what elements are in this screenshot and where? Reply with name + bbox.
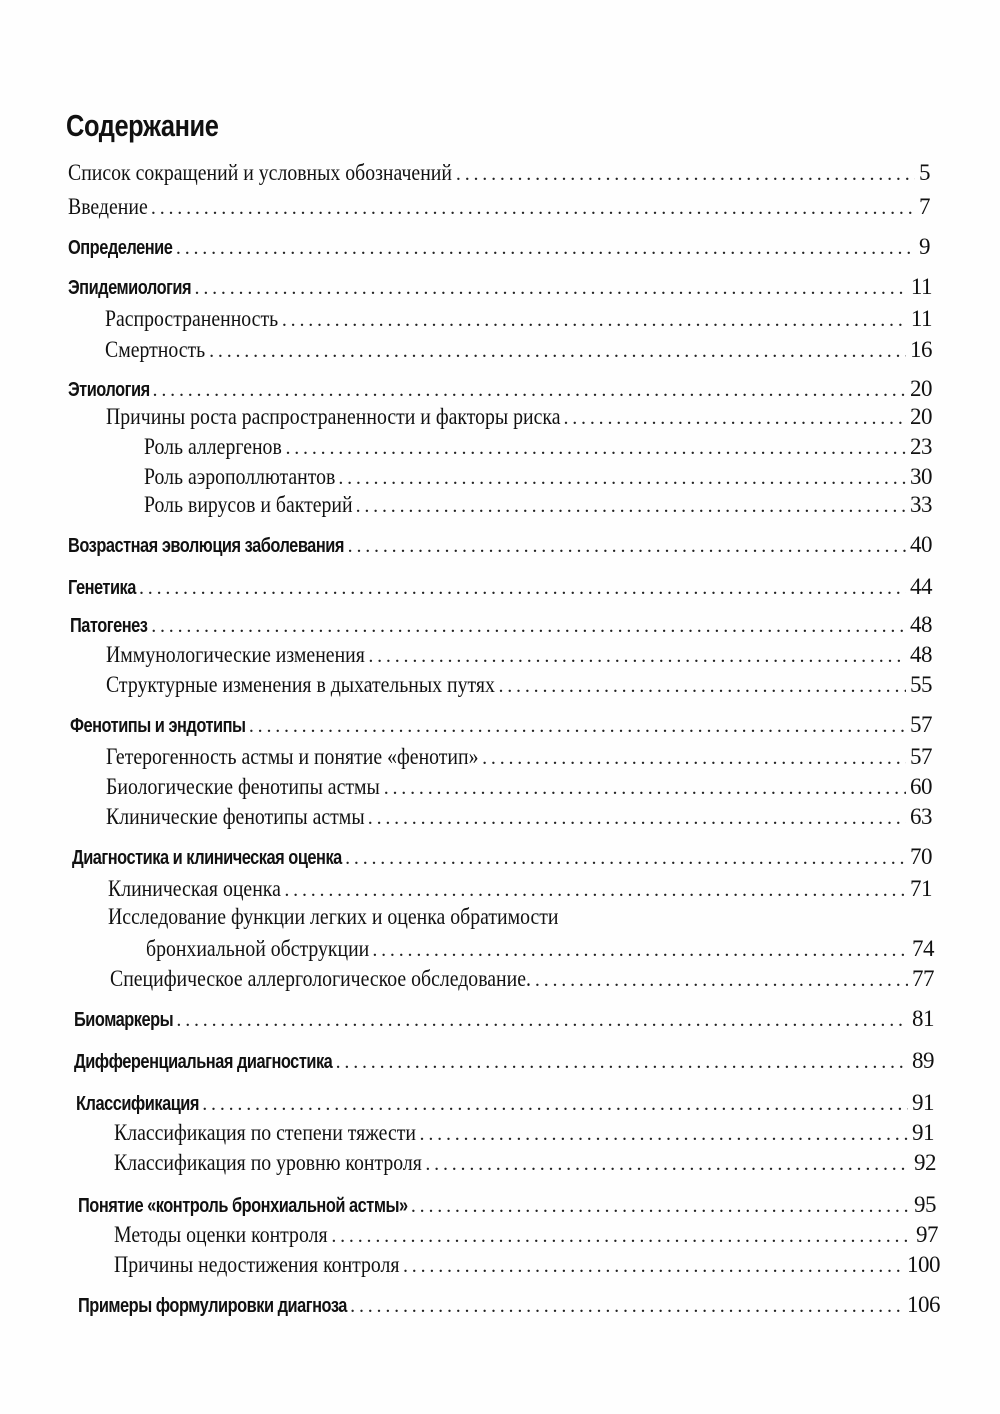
toc-entry-label-line1[interactable] bbox=[108, 902, 632, 932]
toc-entry-page: 106 bbox=[907, 1292, 940, 1317]
toc-entry-page: 7 bbox=[919, 194, 930, 219]
toc-entry[interactable] bbox=[144, 432, 932, 463]
toc-entry[interactable] bbox=[114, 1250, 940, 1281]
toc-entry-label: Патогенез bbox=[70, 615, 148, 637]
toc-entry[interactable] bbox=[110, 964, 934, 995]
dot-leader bbox=[202, 1089, 908, 1119]
dot-leader bbox=[331, 1221, 912, 1251]
toc-entry[interactable] bbox=[74, 1004, 934, 1035]
dot-leader bbox=[338, 463, 906, 493]
toc-entry-label: Классификация по уровню контроля bbox=[114, 1150, 422, 1175]
toc-entry-label: Методы оценки контроля bbox=[114, 1222, 328, 1247]
dot-leader bbox=[425, 1149, 910, 1179]
toc-entry[interactable] bbox=[68, 530, 932, 561]
toc-entry[interactable] bbox=[144, 490, 932, 521]
dot-leader bbox=[420, 1119, 908, 1149]
dot-leader bbox=[563, 403, 906, 433]
toc-entry[interactable] bbox=[76, 1088, 934, 1119]
toc-entry[interactable] bbox=[68, 158, 930, 189]
toc-entry-label: Определение bbox=[68, 237, 173, 259]
toc-entry[interactable] bbox=[70, 610, 932, 641]
toc-entry-label: Дифференциальная диагностика bbox=[74, 1051, 333, 1073]
dot-leader bbox=[411, 1191, 910, 1221]
toc-entry-page: 48 bbox=[910, 612, 932, 637]
toc-entry-page: 97 bbox=[916, 1222, 938, 1247]
toc-entry[interactable] bbox=[106, 742, 932, 773]
toc-entry[interactable] bbox=[114, 1118, 934, 1149]
toc-entry-label: Введение bbox=[68, 194, 148, 219]
dot-leader bbox=[368, 803, 906, 833]
dot-leader bbox=[249, 711, 906, 741]
toc-entry-page: 60 bbox=[910, 774, 932, 799]
dot-leader bbox=[350, 1291, 903, 1321]
toc-entry-label: Роль вирусов и бактерий bbox=[144, 492, 353, 517]
toc-entry-page: 89 bbox=[912, 1048, 934, 1073]
toc-entry[interactable] bbox=[108, 874, 932, 905]
toc-entry-label: Генетика bbox=[68, 577, 136, 599]
toc-entry[interactable] bbox=[106, 772, 932, 803]
dot-leader bbox=[368, 641, 906, 671]
dot-leader bbox=[456, 159, 915, 189]
dot-leader bbox=[372, 935, 908, 965]
toc-entry-page: 44 bbox=[910, 574, 932, 599]
toc-entry[interactable] bbox=[78, 1290, 940, 1321]
toc-entry-page: 5 bbox=[919, 160, 930, 185]
toc-entry-page: 57 bbox=[910, 744, 932, 769]
toc-entry-page: 11 bbox=[910, 306, 932, 331]
toc-entry-label: Классификация по степени тяжести bbox=[114, 1120, 416, 1145]
toc-entry-page: 91 bbox=[912, 1090, 934, 1115]
toc-entry-label: Специфическое аллергологическое обследование. bbox=[110, 966, 531, 991]
toc-entry-label: Гетерогенность астмы и понятие «фенотип» bbox=[106, 744, 479, 769]
dot-leader bbox=[403, 1251, 903, 1281]
toc-entry-label: Исследование функции легких и оценка обратимости bbox=[108, 904, 559, 929]
toc-entry[interactable] bbox=[106, 802, 932, 833]
dot-leader bbox=[139, 573, 906, 603]
dot-leader bbox=[345, 843, 906, 873]
dot-leader bbox=[336, 1047, 908, 1077]
toc-entry-label: Возрастная эволюция заболевания bbox=[68, 535, 344, 557]
toc-entry-label: Биомаркеры bbox=[74, 1009, 174, 1031]
toc-entry-page: 77 bbox=[912, 966, 934, 991]
toc-entry-label: Понятие «контроль бронхиальной астмы» bbox=[78, 1195, 408, 1217]
toc-entry-page: 70 bbox=[910, 844, 932, 869]
toc-entry-label: Классификация bbox=[76, 1093, 199, 1115]
toc-entry-page: 55 bbox=[910, 672, 932, 697]
toc-entry[interactable] bbox=[114, 1220, 938, 1251]
dot-leader bbox=[282, 305, 907, 335]
toc-entry[interactable] bbox=[106, 640, 932, 671]
toc-entry-label: Причины недостижения контроля bbox=[114, 1252, 400, 1277]
dot-leader bbox=[209, 336, 906, 366]
dot-leader bbox=[384, 773, 906, 803]
toc-entry-label: Диагностика и клиническая оценка bbox=[72, 847, 342, 869]
toc-entry[interactable] bbox=[68, 572, 932, 603]
toc-entry-page: 48 bbox=[910, 642, 932, 667]
dot-leader bbox=[284, 875, 906, 905]
toc-entry[interactable] bbox=[74, 1046, 934, 1077]
toc-entry-label: Структурные изменения в дыхательных путях bbox=[106, 672, 495, 697]
dot-leader bbox=[176, 1005, 908, 1035]
toc-entry-page: 91 bbox=[912, 1120, 934, 1145]
toc-entry-page: 16 bbox=[910, 337, 932, 362]
dot-leader bbox=[535, 965, 908, 995]
toc-entry[interactable] bbox=[106, 670, 932, 701]
toc-entry-page: 81 bbox=[912, 1006, 934, 1031]
toc-entry[interactable] bbox=[114, 1148, 936, 1179]
toc-entry[interactable] bbox=[78, 1190, 936, 1221]
toc-entry[interactable] bbox=[68, 272, 932, 303]
dot-leader bbox=[285, 433, 906, 463]
toc-entry[interactable] bbox=[146, 934, 934, 965]
toc-entry[interactable] bbox=[105, 304, 932, 335]
toc-entry-page: 40 bbox=[910, 532, 932, 557]
toc-entry-label: Роль аллергенов bbox=[144, 434, 282, 459]
toc-entry[interactable] bbox=[105, 335, 932, 366]
toc-entry-label: Список сокращений и условных обозначений bbox=[68, 160, 452, 185]
toc-entry-label: Клинические фенотипы астмы bbox=[106, 804, 365, 829]
page-title: Содержание bbox=[66, 108, 219, 143]
toc-entry-label: Клиническая оценка bbox=[108, 876, 281, 901]
toc-entry-label-continuation: бронхиальной обструкции bbox=[146, 936, 370, 961]
toc-entry-label: Распространенность bbox=[105, 306, 279, 331]
toc-entry-page: 95 bbox=[914, 1192, 936, 1217]
toc-entry-label: Роль аэрополлютантов bbox=[144, 464, 336, 489]
toc-entry-page: 20 bbox=[910, 376, 932, 401]
toc-entry-label: Причины роста распространенности и факторы риска bbox=[106, 404, 561, 429]
toc-entry-page: 71 bbox=[910, 876, 932, 901]
toc-entry-page: 9 bbox=[919, 234, 930, 259]
toc-entry-page: 11 bbox=[910, 274, 932, 299]
toc-entry[interactable] bbox=[106, 402, 932, 433]
toc-entry-label: Биологические фенотипы астмы bbox=[106, 774, 380, 799]
toc-entry-label: Примеры формулировки диагноза bbox=[78, 1295, 347, 1317]
dot-leader bbox=[482, 743, 906, 773]
toc-entry[interactable] bbox=[68, 374, 932, 405]
toc-entry[interactable] bbox=[72, 842, 932, 873]
dot-leader bbox=[151, 193, 915, 223]
toc-entry-page: 33 bbox=[910, 492, 932, 517]
toc-entry-page: 74 bbox=[912, 936, 934, 961]
toc-entry-label: Эпидемиология bbox=[68, 277, 192, 299]
toc-entry-page: 63 bbox=[910, 804, 932, 829]
dot-leader bbox=[195, 273, 907, 303]
toc-entry-page: 100 bbox=[907, 1252, 940, 1277]
toc-entry-label: Смертность bbox=[105, 337, 206, 362]
toc-entry-page: 20 bbox=[910, 404, 932, 429]
toc-entry[interactable] bbox=[144, 462, 932, 493]
toc-entry-label: Иммунологические изменения bbox=[106, 642, 365, 667]
dot-leader bbox=[176, 233, 915, 263]
toc-entry[interactable] bbox=[68, 192, 930, 223]
toc-entry-page: 57 bbox=[910, 712, 932, 737]
toc-entry-page: 92 bbox=[914, 1150, 936, 1175]
dot-leader bbox=[356, 491, 906, 521]
toc-entry[interactable] bbox=[70, 710, 932, 741]
dot-leader bbox=[153, 375, 906, 405]
dot-leader bbox=[348, 531, 906, 561]
toc-entry-label: Фенотипы и эндотипы bbox=[70, 715, 246, 737]
dot-leader bbox=[498, 671, 906, 701]
toc-entry-page: 30 bbox=[910, 464, 932, 489]
toc-entry-page: 23 bbox=[910, 434, 932, 459]
toc-entry[interactable] bbox=[68, 232, 930, 263]
toc-entry-label: Этиология bbox=[68, 379, 150, 401]
dot-leader bbox=[151, 611, 906, 641]
